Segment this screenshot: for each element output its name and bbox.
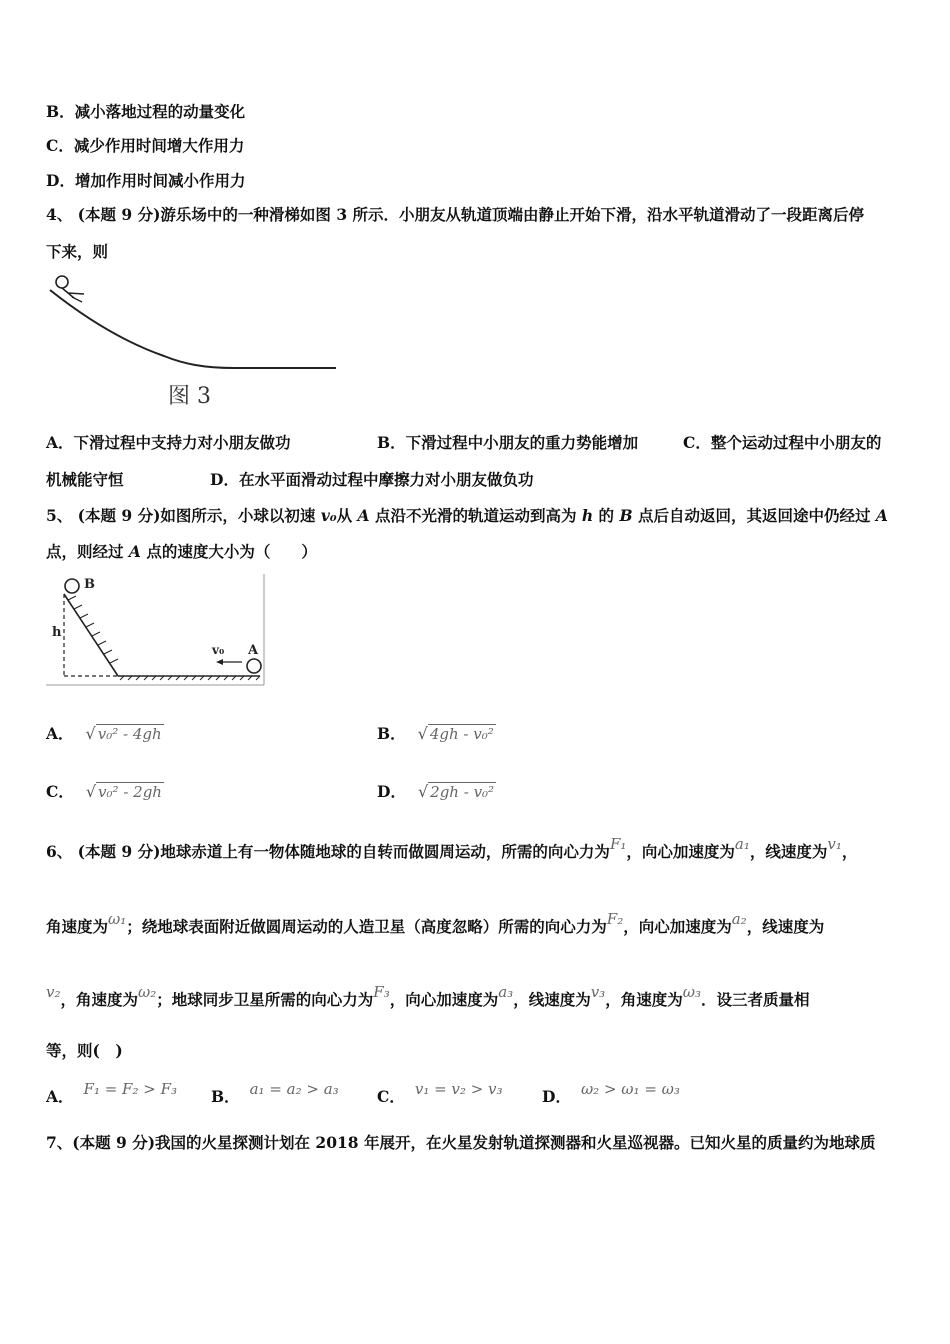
q3-option-b: B．减小落地过程的动量变化: [46, 102, 246, 121]
q4-stem-line1: 4、 (本题 9 分)游乐场中的一种滑梯如图 3 所示．小朋友从轨道顶端由静止开始下滑，沿水平轨道滑动了一段距离后停: [46, 205, 865, 224]
q5-option-c: C． √ v₀² - 2gh: [46, 782, 162, 801]
q4-slide-figure: [44, 272, 344, 414]
q6-option-a: A． F₁ = F₂ > F₃: [46, 1080, 178, 1106]
q6-option-b: B． a₁ = a₂ > a₃: [211, 1080, 339, 1106]
q5-stem-line1: 5、 (本题 9 分)如图所示，小球以初速 v₀从 A 点沿不光滑的轨道运动到高为 h 的 B 点后自动返回，其返回途中仍经过 A: [46, 506, 888, 525]
q5-option-a: A． √ v₀² - 4gh: [46, 724, 162, 743]
q4-option-d: D．在水平面滑动过程中摩擦力对小朋友做负功: [210, 470, 534, 489]
ball-a: [247, 659, 261, 673]
q4-option-c-cont: 机械能守恒: [46, 470, 124, 489]
q3-option-d: D．增加作用时间减小作用力: [46, 171, 246, 190]
q4-stem-line2: 下来，则: [46, 242, 109, 261]
label-h: h: [52, 625, 62, 640]
label-a: A: [248, 643, 259, 658]
q4-option-a: A．下滑过程中支持力对小朋友做功: [46, 433, 291, 452]
q5-option-b: B． √ 4gh - v₀²: [377, 724, 494, 743]
q6-stem-line4: 等，则( ): [46, 1041, 123, 1060]
q7-stem-line1: 7、(本题 9 分)我国的火星探测计划在 2018 年展开，在火星发射轨道探测器和火星巡视器。已知火星的质量约为地球质: [46, 1133, 876, 1152]
q4-option-b: B．下滑过程中小朋友的重力势能增加: [377, 433, 639, 452]
label-v0: v₀: [212, 643, 225, 657]
q4-option-c: C．整个运动过程中小朋友的: [683, 433, 882, 452]
q6-stem-line2: 角速度为ω₁；绕地球表面附近做圆周运动的人造卫星（高度忽略）所需的向心力为F₂，向心加速度为a₂，线速度为: [46, 910, 825, 936]
q5-option-d: D． √ 2gh - v₀²: [377, 782, 495, 801]
ball-b: [65, 579, 79, 593]
q6-stem-line3: v₂，角速度为ω₂；地球同步卫星所需的向心力为F₃，向心加速度为a₃，线速度为v₃，角速度为ω₃．设三者质量相: [46, 983, 810, 1009]
q5-track-figure: [44, 572, 268, 688]
q6-stem-line1: 6、 (本题 9 分)地球赤道上有一物体随地球的自转而做圆周运动，所需的向心力为F₁，向心加速度为a₁，线速度为v₁，: [46, 835, 858, 861]
q5-stem-line2: 点，则经过 A 点的速度大小为（ ）: [46, 542, 317, 561]
slide-track: [50, 290, 336, 368]
q3-option-c: C．减少作用时间增大作用力: [46, 136, 245, 155]
q6-option-c: C． v₁ = v₂ > v₃: [377, 1080, 503, 1106]
fig3-label: 图 3: [168, 384, 211, 409]
label-b: B: [84, 577, 95, 592]
q6-option-d: D． ω₂ > ω₁ = ω₃: [542, 1080, 680, 1106]
